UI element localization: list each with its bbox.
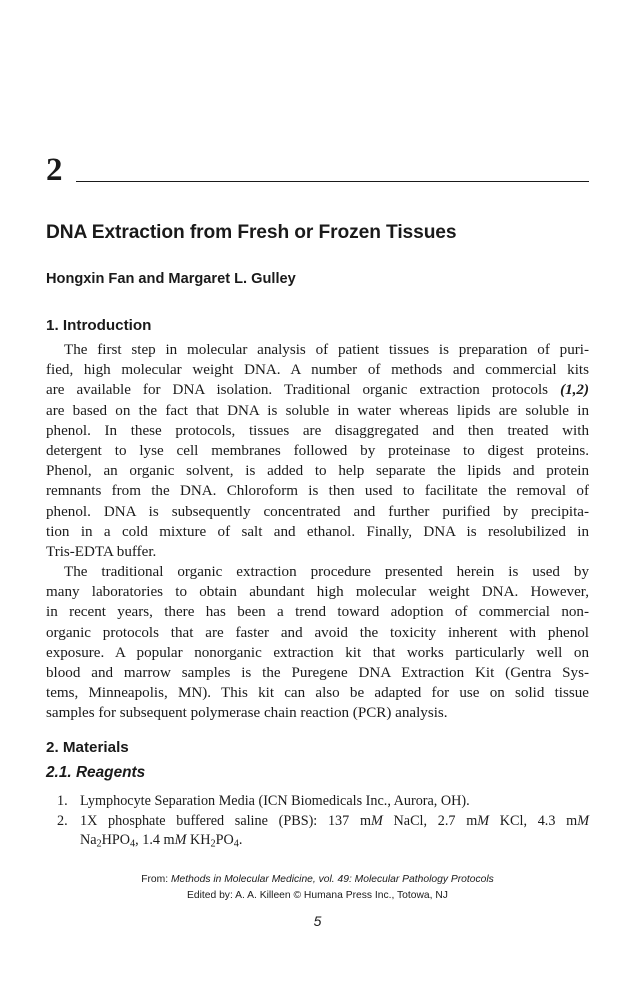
paragraph-line: Phenol, an organic solvent, is added to help separate the lipids and protein: [46, 463, 589, 480]
paragraph-line: fied, high molecular weight DNA. A number of methods and commercial kits: [46, 362, 589, 379]
paragraph-line: The first step in molecular analysis of patient tissues is preparation of puri-: [64, 342, 589, 358]
introduction-heading: 1. Introduction: [46, 317, 152, 334]
chapter-rule: [76, 181, 589, 182]
chapter-number: 2: [46, 152, 63, 188]
text-run: , 1.4 m: [135, 832, 175, 848]
chapter-authors: Hongxin Fan and Margaret L. Gulley: [46, 271, 296, 287]
paragraph-line: in recent years, there has been a trend toward adoption of commercial non-: [46, 604, 589, 621]
reagents-list: [46, 792, 589, 851]
unit-molar: M: [371, 812, 383, 829]
subscript: 4: [130, 838, 136, 850]
list-item-text: [80, 831, 589, 851]
chapter-header: [46, 152, 589, 188]
unit-molar: M: [477, 812, 490, 829]
paragraph-line: The traditional organic extraction procedure presented herein is used by: [64, 564, 589, 580]
subscript: 2: [96, 838, 102, 850]
footer-prefix: From:: [141, 874, 171, 885]
reagents-subheading: 2.1. Reagents: [46, 764, 146, 781]
paragraph-line: exposure. A popular nonorganic extraction kit that works particularly well on: [46, 644, 589, 661]
footer-source-line: [46, 872, 589, 888]
list-item-text: [80, 812, 589, 832]
paragraph-line: many laboratories to obtain abundant high molecular weight DNA. However,: [46, 584, 589, 601]
materials-heading: 2. Materials: [46, 739, 129, 756]
paragraph-line: phenol. In these protocols, tissues are disaggregated and then treated with: [46, 422, 589, 439]
subscript: 4: [233, 838, 239, 850]
paragraph-line: samples for subsequent polymerase chain reaction (PCR) analysis.: [46, 705, 448, 722]
paragraph-line: [46, 380, 589, 400]
text-run: .: [238, 832, 243, 848]
source-footer: [46, 872, 589, 904]
citation-link[interactable]: (1,2): [560, 382, 589, 399]
introduction-paragraph-1: [46, 340, 589, 562]
paragraph-line: are based on the fact that DNA is soluble in water whereas lipids are soluble in: [46, 402, 589, 419]
unit-molar: M: [174, 832, 187, 848]
text-run: Na: [80, 832, 97, 848]
introduction-paragraph-2: [46, 562, 589, 724]
footer-source: Methods in Molecular Medicine, vol. 49: Molecular Pathology Protocols: [170, 874, 494, 885]
text-run: NaCl, 2.7 m: [382, 812, 478, 829]
paragraph-line: blood and marrow samples is the Puregene DNA Extraction Kit (Gentra Sys-: [46, 664, 589, 681]
paragraph-line: phenol. DNA is subsequently concentrated and further purified by precipita-: [46, 503, 589, 520]
paragraph-line: detergent to lyse cell membranes followed by proteinase to digest proteins.: [46, 442, 589, 459]
text-run: 1X phosphate buffered saline (PBS): 137 m: [80, 812, 371, 829]
list-item: [46, 812, 589, 851]
unit-molar: M: [577, 812, 590, 829]
text-run: KCl, 4.3 m: [489, 812, 578, 829]
list-item-number: 2.: [57, 812, 68, 829]
page-number: 5: [313, 913, 322, 929]
book-page: [46, 0, 589, 1008]
list-item-number: 1.: [57, 793, 68, 809]
footer-edited-line: Edited by: A. A. Killeen © Humana Press Inc., Totowa, NJ: [187, 890, 448, 901]
paragraph-line: organic protocols that are faster and avoid the toxicity inherent with phenol: [46, 624, 589, 641]
list-item-text: Lymphocyte Separation Media (ICN Biomedicals Inc., Aurora, OH).: [80, 793, 470, 809]
text-run: PO: [215, 832, 234, 848]
paragraph-line-text: are available for DNA isolation. Traditional organic extraction protocols: [46, 382, 549, 399]
subscript: 2: [210, 838, 216, 850]
paragraph-line: tion in a cold mixture of salt and ethanol. Finally, DNA is resolubilized in: [46, 523, 589, 540]
paragraph-line: tems, Minneapolis, MN). This kit can also be adapted for use on solid tissue: [46, 685, 589, 702]
paragraph-line: remnants from the DNA. Chloroform is then used to facilitate the removal of: [46, 483, 589, 500]
text-run: KH: [186, 832, 211, 848]
chapter-title: DNA Extraction from Fresh or Frozen Tissues: [46, 222, 457, 243]
list-item: [46, 792, 589, 812]
text-run: HPO: [101, 832, 131, 848]
paragraph-line: Tris-EDTA buffer.: [46, 543, 157, 560]
